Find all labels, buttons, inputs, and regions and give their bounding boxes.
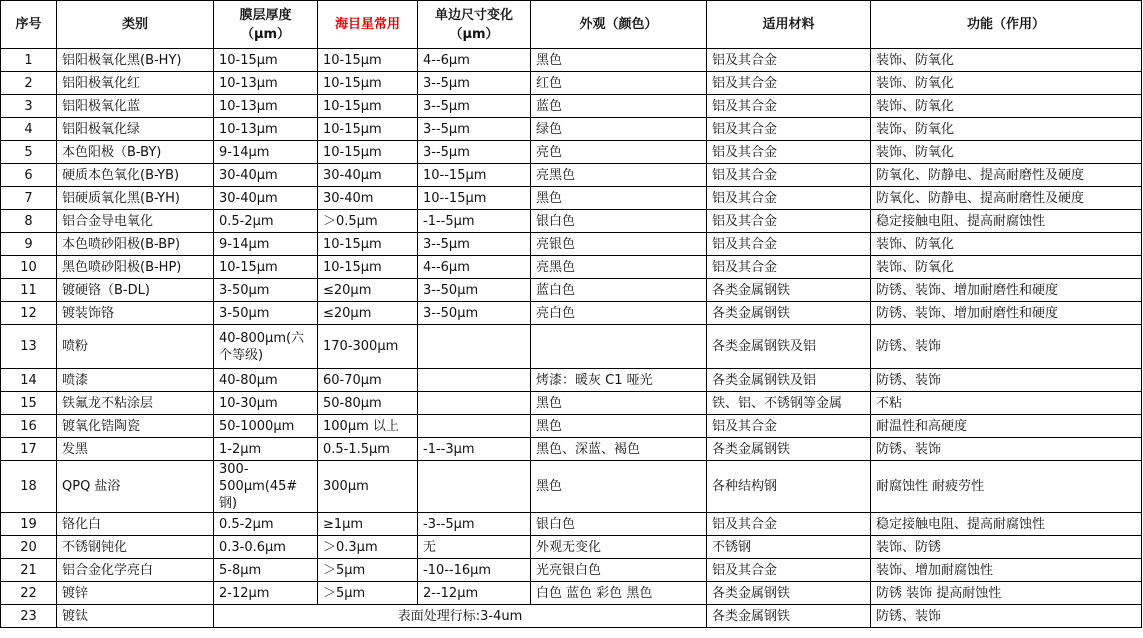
row-common: 10-15μm [318,72,418,95]
row-common: ＞0.5μm [318,210,418,233]
row-material: 铝及其合金 [707,49,871,72]
row-thickness: 40-800μm(六个等级) [214,325,318,369]
row-thickness: 30-40μm [214,187,318,210]
row-common: ≤20μm [318,279,418,302]
row-thickness: 1-2μm [214,438,318,461]
row-type: 铝阳极氧化黑(B-HY) [57,49,214,72]
table-row [1,302,1142,325]
row-thickness: 50-1000μm [214,415,318,438]
row-type: 铝合金导电氧化 [57,210,214,233]
row-material: 铝及其合金 [707,559,871,582]
row-type: 镀钛 [57,605,214,628]
row-material: 各类金属钢铁 [707,279,871,302]
row-appearance: 外观无变化 [531,536,707,559]
row-material: 铝及其合金 [707,164,871,187]
row-size-change: 无 [418,536,531,559]
row-material: 各类金属钢铁 [707,582,871,605]
row-function: 装饰、防锈 [871,536,1142,559]
row-function: 防锈、装饰 [871,325,1142,369]
row-type: 铝阳极氧化红 [57,72,214,95]
row-appearance: 亮银色 [531,233,707,256]
row-appearance: 蓝色 [531,95,707,118]
row-number: 21 [1,559,57,582]
row-material: 各类金属钢铁 [707,302,871,325]
row-thickness: 5-8μm [214,559,318,582]
table-row [1,256,1142,279]
table-body [1,49,1142,628]
row-size-change: -10--16μm [418,559,531,582]
row-type: 本色喷砂阳极(B-BP) [57,233,214,256]
row-type: 镀硬铬（B-DL) [57,279,214,302]
row-size-change: -1--3μm [418,438,531,461]
row-function: 防锈、装饰、增加耐磨性和硬度 [871,302,1142,325]
row-appearance: 亮黑色 [531,256,707,279]
row-size-change [418,325,531,369]
row-common: 100μm 以上 [318,415,418,438]
table-row [1,49,1142,72]
row-thickness: 0.5-2μm [214,513,318,536]
table-row [1,415,1142,438]
table-row [1,438,1142,461]
row-type: 铝阳极氧化蓝 [57,95,214,118]
row-material: 铝及其合金 [707,72,871,95]
row-number: 14 [1,369,57,392]
row-type: 硬质本色氧化(B-YB) [57,164,214,187]
row-material: 各种结构钢 [707,461,871,513]
row-material: 铝及其合金 [707,141,871,164]
row-number: 5 [1,141,57,164]
header-appearance: 外观（颜色） [531,1,707,49]
row-appearance: 亮色 [531,141,707,164]
row-function: 耐腐蚀性 耐疲劳性 [871,461,1142,513]
row-function: 防氧化、防静电、提高耐磨性及硬度 [871,187,1142,210]
table-row [1,141,1142,164]
row-common: 170-300μm [318,325,418,369]
row-appearance: 蓝白色 [531,279,707,302]
table-row [1,210,1142,233]
row-common: ＞5μm [318,582,418,605]
table-row [1,559,1142,582]
row-material: 铝及其合金 [707,210,871,233]
row-type: 镀锌 [57,582,214,605]
row-type: 铝合金化学亮白 [57,559,214,582]
row-thickness: 30-40μm [214,164,318,187]
row-appearance: 银白色 [531,513,707,536]
row-type: 铬化白 [57,513,214,536]
row-appearance: 亮黑色 [531,164,707,187]
table-row [1,325,1142,369]
row-number: 11 [1,279,57,302]
row-appearance: 绿色 [531,118,707,141]
row-number: 15 [1,392,57,415]
row-function: 防锈、装饰、增加耐磨性和硬度 [871,279,1142,302]
row-size-change: 10--15μm [418,187,531,210]
row-type: 铁氟龙不粘涂层 [57,392,214,415]
header-thickness: 膜层厚度（μm） [214,1,318,49]
row-type: 铝硬质氧化黑(B-YH) [57,187,214,210]
row-function: 装饰、防氧化 [871,233,1142,256]
row-material: 各类金属钢铁 [707,605,871,628]
row-appearance: 烤漆：暖灰 C1 哑光 [531,369,707,392]
row-thickness: 10-15μm [214,49,318,72]
row-appearance: 黑色 [531,415,707,438]
header-function: 功能（作用） [871,1,1142,49]
row-function: 防锈、装饰 [871,438,1142,461]
row-appearance: 白色 蓝色 彩色 黑色 [531,582,707,605]
row-appearance: 银白色 [531,210,707,233]
row-thickness: 0.3-0.6μm [214,536,318,559]
row-common: 10-15μm [318,256,418,279]
row-number: 10 [1,256,57,279]
row-type: 本色阳极（B-BY) [57,141,214,164]
row-function: 装饰、防氧化 [871,72,1142,95]
row-size-change: 4--6μm [418,256,531,279]
row-type: 铝阳极氧化绿 [57,118,214,141]
row-thickness: 10-13μm [214,95,318,118]
row-type: 发黑 [57,438,214,461]
table-row [1,369,1142,392]
table-row [1,536,1142,559]
row-material: 铝及其合金 [707,415,871,438]
row-common: 0.5-1.5μm [318,438,418,461]
row-function: 装饰、增加耐腐蚀性 [871,559,1142,582]
row-function: 耐温性和高硬度 [871,415,1142,438]
row-size-change [418,415,531,438]
row-common: 10-15μm [318,233,418,256]
row-function: 装饰、防氧化 [871,49,1142,72]
row-number: 3 [1,95,57,118]
row-material: 铝及其合金 [707,233,871,256]
table-row [1,461,1142,513]
row-common: 60-70μm [318,369,418,392]
row-size-change: 4--6μm [418,49,531,72]
row-number: 9 [1,233,57,256]
row-size-change: 3--50μm [418,302,531,325]
table-row [1,118,1142,141]
table-row [1,513,1142,536]
row-type: 黑色喷砂阳极(B-HP) [57,256,214,279]
row-common: 10-15μm [318,141,418,164]
row-size-change [418,461,531,513]
row-size-change: 10--15μm [418,164,531,187]
row-size-change: -3--5μm [418,513,531,536]
row-thickness: 10-30μm [214,392,318,415]
table-row [1,187,1142,210]
header-material: 适用材料 [707,1,871,49]
row-function: 装饰、防氧化 [871,95,1142,118]
row-size-change: 3--5μm [418,141,531,164]
row-function: 装饰、防氧化 [871,256,1142,279]
row-type: 镀氧化锆陶瓷 [57,415,214,438]
row-size-change: -1--5μm [418,210,531,233]
row-thickness: 3-50μm [214,302,318,325]
row-size-change [418,369,531,392]
row-thickness: 10-15μm [214,256,318,279]
row-size-change: 3--50μm [418,279,531,302]
row-appearance: 黑色 [531,461,707,513]
row-number: 4 [1,118,57,141]
row-function: 防氧化、防静电、提高耐磨性及硬度 [871,164,1142,187]
row-appearance [531,325,707,369]
row-number: 8 [1,210,57,233]
row-number: 13 [1,325,57,369]
row-common: 10-15μm [318,118,418,141]
header-no: 序号 [1,1,57,49]
row-number: 1 [1,49,57,72]
row-thickness: 3-50μm [214,279,318,302]
row-type: 喷粉 [57,325,214,369]
row-thickness: 9-14μm [214,233,318,256]
row-appearance: 光亮银白色 [531,559,707,582]
row-thickness: 10-13μm [214,118,318,141]
table-row [1,72,1142,95]
row-common: ＞0.3μm [318,536,418,559]
row-thickness: 0.5-2μm [214,210,318,233]
row-common: 30-40m [318,187,418,210]
row-material: 各类金属钢铁及铝 [707,325,871,369]
row-material: 铝及其合金 [707,513,871,536]
row-number: 12 [1,302,57,325]
table-row [1,279,1142,302]
row-material: 铝及其合金 [707,95,871,118]
row-size-change: 3--5μm [418,72,531,95]
header-common: 海目星常用 [318,1,418,49]
table-row [1,95,1142,118]
row-material: 各类金属钢铁及铝 [707,369,871,392]
row-number: 16 [1,415,57,438]
table-row [1,605,1142,628]
row-function: 防锈、装饰 [871,605,1142,628]
row-common: 30-40μm [318,164,418,187]
row-material: 铝及其合金 [707,118,871,141]
row-appearance: 黑色、深蓝、褐色 [531,438,707,461]
row-function: 稳定接触电阻、提高耐腐蚀性 [871,513,1142,536]
row-number: 20 [1,536,57,559]
row-common: 10-15μm [318,49,418,72]
table-row [1,233,1142,256]
row-number: 22 [1,582,57,605]
row-thickness: 40-80μm [214,369,318,392]
row-function: 防锈 装饰 提高耐蚀性 [871,582,1142,605]
row-number: 23 [1,605,57,628]
row-size-change: 2--12μm [418,582,531,605]
row-size-change: 3--5μm [418,95,531,118]
row-common: ≤20μm [318,302,418,325]
row-type: 镀装饰铬 [57,302,214,325]
row-thickness: 2-12μm [214,582,318,605]
row-function: 防锈、装饰 [871,369,1142,392]
row-size-change: 3--5μm [418,233,531,256]
header-row [1,1,1142,49]
header-size-change: 单边尺寸变化（μm） [418,1,531,49]
row-material: 不锈钢 [707,536,871,559]
row-material: 铝及其合金 [707,187,871,210]
row-number: 2 [1,72,57,95]
row-size-change [418,392,531,415]
row-size-change: 3--5μm [418,118,531,141]
row-appearance: 黑色 [531,49,707,72]
row-type: 喷漆 [57,369,214,392]
header-type: 类别 [57,1,214,49]
row-common: 300μm [318,461,418,513]
row-appearance: 亮白色 [531,302,707,325]
table-row [1,392,1142,415]
row-function: 装饰、防氧化 [871,118,1142,141]
row-material: 铁、铝、不锈钢等金属 [707,392,871,415]
row-common: ≥1μm [318,513,418,536]
row-function: 稳定接触电阻、提高耐腐蚀性 [871,210,1142,233]
table-row [1,164,1142,187]
row-type: 不锈钢钝化 [57,536,214,559]
row-material: 铝及其合金 [707,256,871,279]
row-common: 10-15μm [318,95,418,118]
row-number: 19 [1,513,57,536]
row-material: 各类金属钢铁 [707,438,871,461]
row-function: 装饰、防氧化 [871,141,1142,164]
row-common: 50-80μm [318,392,418,415]
row-function: 不粘 [871,392,1142,415]
row-appearance: 红色 [531,72,707,95]
row-thickness: 10-13μm [214,72,318,95]
row-merged-note: 表面处理行标:3-4um [214,605,707,628]
row-thickness: 300-500μm(45#钢) [214,461,318,513]
row-common: ＞5μm [318,559,418,582]
row-number: 6 [1,164,57,187]
row-thickness: 9-14μm [214,141,318,164]
row-number: 7 [1,187,57,210]
row-type: QPQ 盐浴 [57,461,214,513]
table-row [1,582,1142,605]
row-appearance: 黑色 [531,187,707,210]
row-number: 17 [1,438,57,461]
row-number: 18 [1,461,57,513]
row-appearance: 黑色 [531,392,707,415]
